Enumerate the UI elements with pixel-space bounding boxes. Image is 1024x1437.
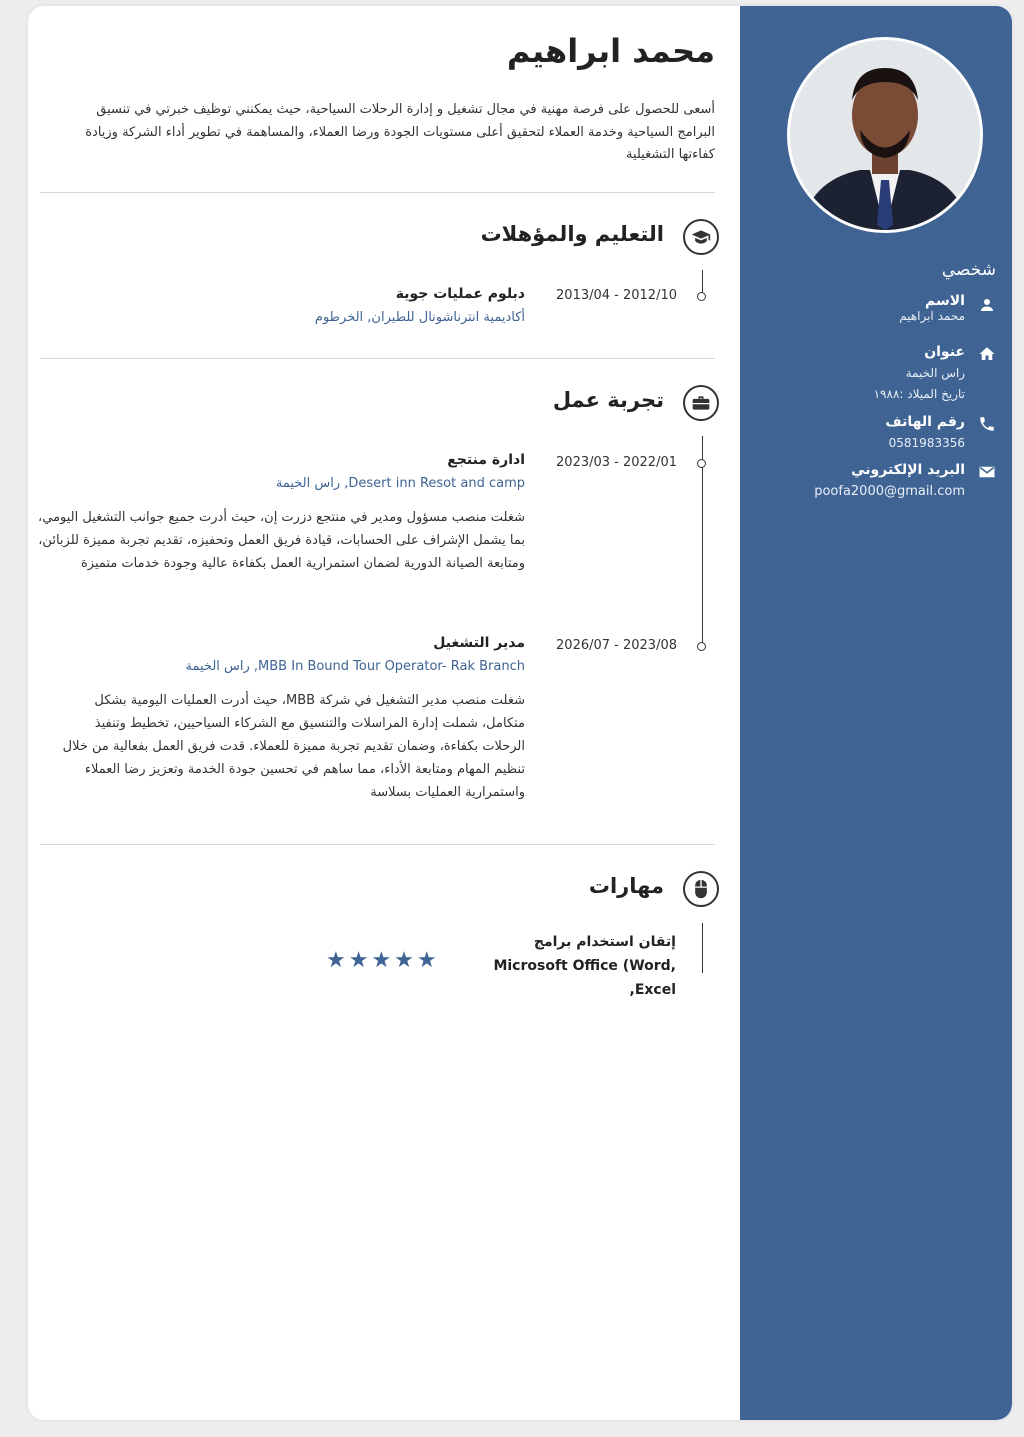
education-title-item: دبلوم عمليات جوية xyxy=(395,286,525,302)
phone-label: رقم الهاتف xyxy=(885,414,965,430)
timeline-line xyxy=(702,270,703,294)
job-title: ادارة منتجع xyxy=(447,452,525,468)
job-org: Desert inn Resot and camp, راس الخيمة xyxy=(275,476,525,491)
name-value: محمد ابراهيم xyxy=(899,309,965,323)
birth-value: تاريخ الميلاد :١٩٨٨ xyxy=(873,387,965,401)
mouse-icon xyxy=(683,871,719,907)
job-date: 2026/07 - 2023/08 xyxy=(556,638,677,653)
resume-page xyxy=(28,6,1012,1420)
sidebar xyxy=(740,6,1012,1420)
education-date: 2013/04 - 2012/10 xyxy=(556,288,677,303)
skill-name: إتقان استخدام برامج Microsoft Office (Word, Excel, xyxy=(493,934,676,998)
education-org: أكاديمية انترناشونال للطيران, الخرطوم xyxy=(314,310,525,325)
email-icon xyxy=(978,463,996,481)
candidate-name: محمد ابراهيم xyxy=(506,32,715,70)
sidebar-title: شخصي xyxy=(941,260,996,280)
timeline-line xyxy=(702,923,703,973)
job-org: MBB In Bound Tour Operator- Rak Branch, راس الخيمة xyxy=(185,659,525,674)
phone-icon xyxy=(978,415,996,433)
home-icon xyxy=(978,345,996,363)
divider xyxy=(40,358,715,359)
phone-value: 0581983356 xyxy=(888,436,965,450)
email-label: البريد الإلكتروني xyxy=(851,462,965,478)
skill-rating-stars: ★★★★★ xyxy=(326,948,440,973)
profile-photo xyxy=(787,37,983,233)
address-label: عنوان xyxy=(924,344,965,360)
summary: أسعى للحصول على فرصة مهنية في مجال تشغيل و إدارة الرحلات السياحية، حيث يمكنني توظيف خبرتي في تنسيق البرامج السياحية وخدمة العملاء لتحقيق أعلى مستويات الجودة ورضا العملاء، والمساهمة في تطوير أداء الشركة وزيادة كفاءتها التشغيلية xyxy=(85,102,715,162)
divider xyxy=(40,192,715,193)
job-description: شغلت منصب مسؤول ومدير في منتجع دزرت إن، حيث أدرت جميع جوانب التشغيل اليومي، بما يشمل الإشراف على الحسابات، قيادة فريق العمل وتحفيزه، تقديم تجربة مميزة للزبائن، ومتابعة الصيانة الدورية لضمان استمرارية العمل بكفاءة عالية وجودة خدمات متميزة xyxy=(38,510,525,571)
person-icon xyxy=(978,296,996,314)
graduation-cap-icon xyxy=(683,219,719,255)
timeline-dot xyxy=(697,292,706,301)
timeline-dot xyxy=(697,642,706,651)
name-label: الاسم xyxy=(925,293,965,309)
education-title: التعليم والمؤهلات xyxy=(480,222,664,246)
job-description: شغلت منصب مدير التشغيل في شركة MBB، حيث أدرت العمليات اليومية بشكل متكامل، شملت إدارة المراسلات والتنسيق مع الشركاء السياحيين، تخطيط وتنفيذ الرحلات بكفاءة، وضمان تقديم تجربة مميزة للعملاء. قدت فريق العمل بفعالية من خلال تنظيم المهام ومتابعة الأداء، مما ساهم في تحسين جودة الخدمة وتعزيز رضا العملاء واستمرارية العمليات بسلاسة xyxy=(62,693,525,800)
experience-title: تجربة عمل xyxy=(552,388,664,412)
timeline-dot xyxy=(697,459,706,468)
email-value: poofa2000@gmail.com xyxy=(814,484,965,499)
briefcase-icon xyxy=(683,385,719,421)
divider xyxy=(40,844,715,845)
job-date: 2023/03 - 2022/01 xyxy=(556,455,677,470)
skills-title: مهارات xyxy=(588,874,664,898)
address-value: راس الخيمة xyxy=(905,366,965,380)
job-title: مدير التشغيل xyxy=(433,635,525,651)
